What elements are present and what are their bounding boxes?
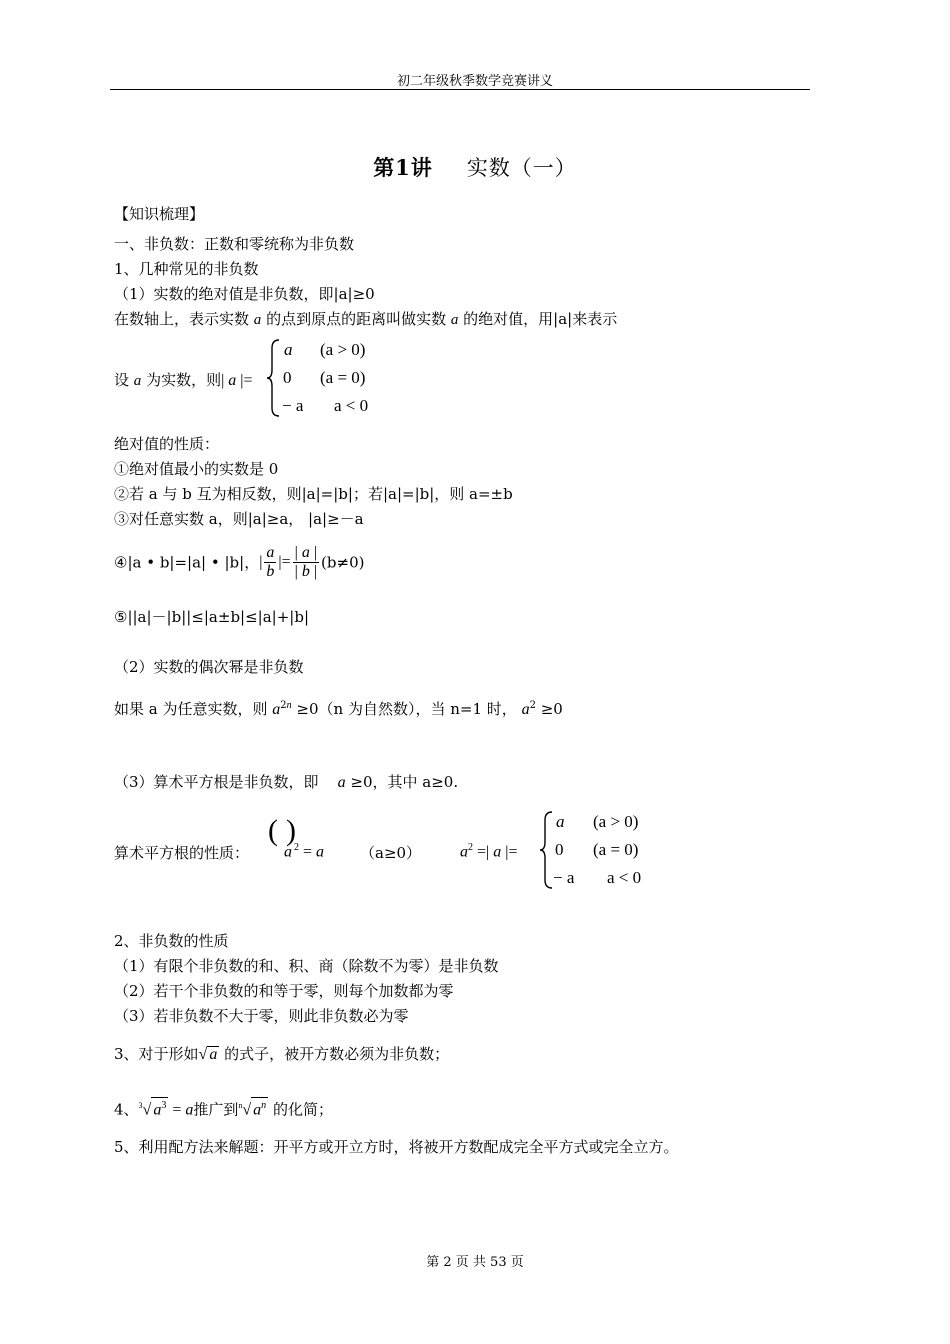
sqrt-squared-expr: a $^2$ = a: [284, 842, 325, 861]
line-common-nonneg: 1、几种常见的非负数: [114, 260, 259, 278]
abs-property-5: ⑤||a|－|b||≤|a±b|≤|a|+|b|: [114, 608, 310, 626]
cube-root-generalization: 4、$^3$√ $a^3 = a$推广到$^n$√ $a^n$ 的化简；: [114, 1096, 333, 1120]
case-2a: 0: [283, 368, 292, 387]
paren-group: ( ): [268, 814, 296, 847]
nth-root-an: $^n$√ $a^n$: [238, 1096, 268, 1120]
line-nonneg-def: 一、非负数：正数和零统称为非负数: [114, 235, 355, 253]
case2-1a: a: [556, 812, 565, 831]
sqrt-a: √ a: [198, 1046, 218, 1063]
even-power-nonneg: （2）实数的偶次幂是非负数: [114, 658, 304, 676]
page-footer: 第 2 页 共 53 页: [426, 1255, 524, 1270]
case2-3a: − a: [553, 868, 575, 887]
fraction-a-over-b: $\frac{a}{b}$: [266, 544, 275, 580]
sqrt-nonneg-line: （3）算术平方根是非负数，即 a ≥0，其中 a≥0.: [114, 773, 459, 791]
section-heading: 【知识梳理】: [114, 205, 205, 223]
case2-2b: (a = 0): [593, 840, 639, 859]
header-rule: [110, 89, 810, 90]
lecture-topic: 实数（一）: [466, 156, 577, 180]
lecture-title: [0, 152, 950, 182]
even-power-line: 如果 a 为任意实数，则 $a^{2n} \ge 0(n$ 为自然数），当 n=1 时， $a^2 \ge 0$: [114, 700, 563, 718]
nonneg-property-3: （3）若非负数不大于零，则此非负数必为零: [114, 1007, 409, 1025]
case-3b: a < 0: [334, 396, 369, 415]
abs-property-4: ④|a • b|=|a| • |b|，| $\frac{a}{b}$ |= $\frac{| a |}{| b |}$ (b≠0): [114, 544, 365, 580]
line-abs-piecewise: 设 a 为实数，则| a |=: [114, 371, 253, 389]
case2-2a: 0: [555, 840, 564, 859]
sqrt-properties-label: 算术平方根的性质：: [114, 844, 250, 862]
lecture-number: 第1讲: [373, 155, 433, 180]
abs-property-2: ②若 a 与 b 互为相反数，则|a|=|b|；若|a|=|b|，则 a=±b: [114, 485, 513, 503]
case2-3b: a < 0: [607, 868, 642, 887]
radicand-rule: 3、对于形如√ a 的式子，被开方数必须为非负数；: [114, 1045, 450, 1063]
page-header: 初二年级秋季数学竞赛讲义: [396, 74, 553, 89]
nonneg-property-1: （1）有限个非负数的和、积、商（除数不为零）是非负数: [114, 957, 499, 975]
completing-square-rule: 5、利用配方法来解题：开平方或开立方时，将被开方数配成完全平方式或完全立方。: [114, 1138, 679, 1156]
case-2b: (a = 0): [320, 368, 366, 387]
sqrt-condition: （a≥0）: [360, 844, 422, 862]
left-brace-1: [265, 338, 283, 418]
line-abs-def: 在数轴上，表示实数 a 的点到原点的距离叫做实数 a 的绝对值，用|a|来表示: [114, 310, 618, 328]
fraction-abs-a-over-abs-b: $\frac{| a |}{| b |}$: [294, 544, 318, 580]
nonneg-property-2: （2）若干个非负数的和等于零，则每个加数都为零: [114, 982, 454, 1000]
abs-property-1: ①绝对值最小的实数是 0: [114, 460, 279, 478]
sqrt-a-squared-expr: $a^2$ =| a |=: [460, 842, 518, 861]
case-3a: − a: [282, 396, 304, 415]
case-1b: (a > 0): [320, 340, 366, 359]
nonneg-properties-heading: 2、非负数的性质: [114, 932, 229, 950]
case-1a: a: [284, 340, 293, 359]
cube-root-a3: $^3$√ $a^3$: [139, 1096, 169, 1120]
line-abs-nonneg: （1）实数的绝对值是非负数，即|a|≥0: [114, 285, 375, 303]
abs-properties-heading: 绝对值的性质：: [114, 435, 220, 453]
case2-1b: (a > 0): [593, 812, 639, 831]
abs-property-3: ③对任意实数 a，则|a|≥a， |a|≥－a: [114, 510, 364, 528]
